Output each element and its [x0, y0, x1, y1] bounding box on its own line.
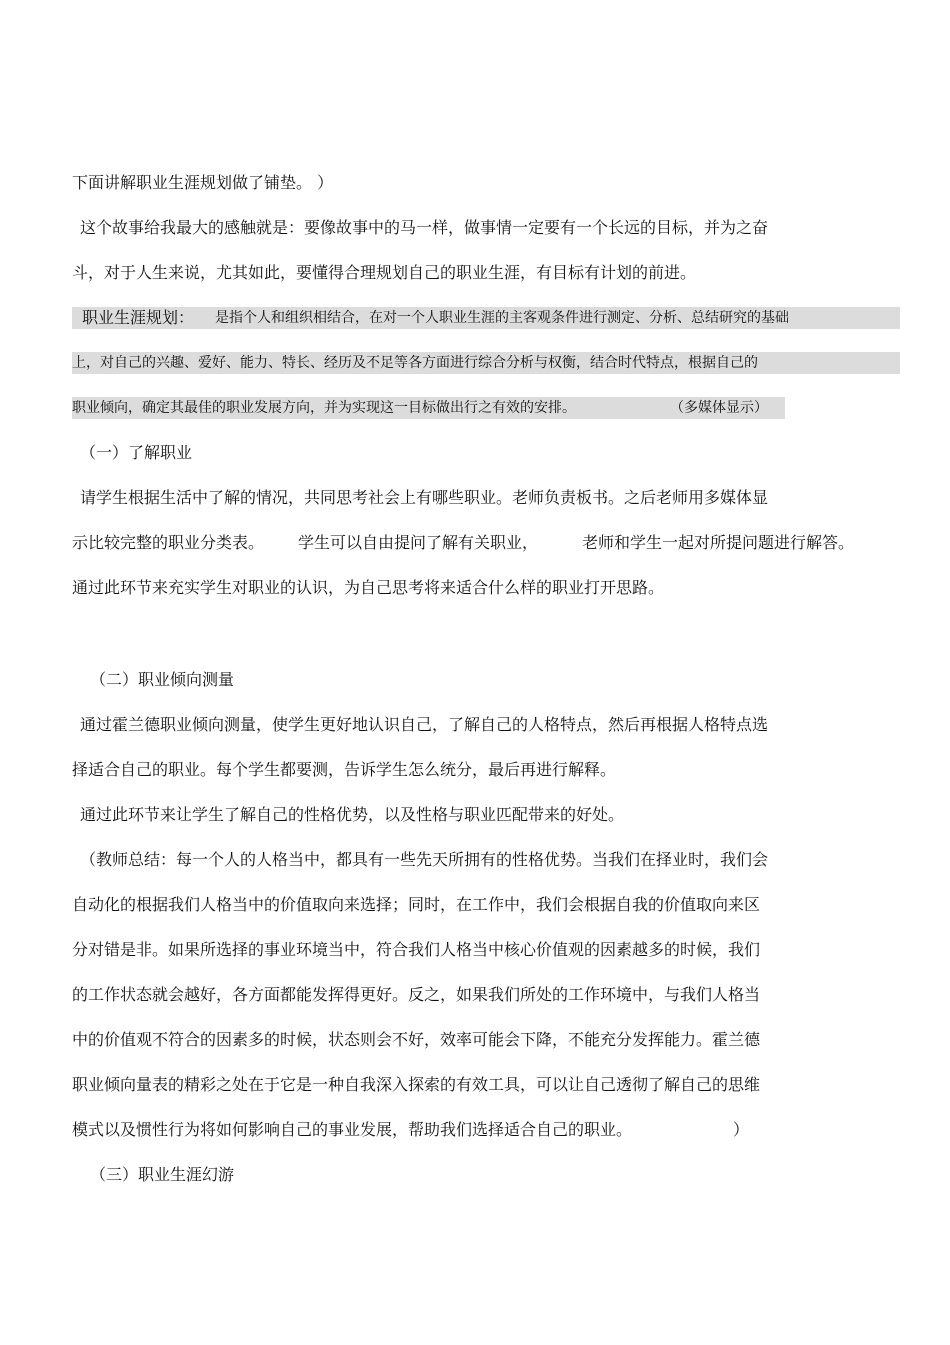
- definition-note: （多媒体显示）: [670, 400, 768, 416]
- section2-line-1: 通过霍兰德职业倾向测量，使学生更好地认识自己，了解自己的人格特点，然后再根据人格特点选: [80, 715, 769, 734]
- section3-heading: （三）职业生涯幻游: [90, 1165, 235, 1184]
- section1-line-1: 请学生根据生活中了解的情况，共同思考社会上有哪些职业。老师负责板书。之后老师用多媒体显: [80, 488, 769, 507]
- summary-line-2: 自动化的根据我们人格当中的价值取向来选择；同时，在工作中，我们会根据自我的价值取向来区: [72, 895, 761, 914]
- definition-line-3: 职业倾向，确定其最佳的职业发展方向，并为实现这一目标做出行之有效的安排。: [72, 400, 576, 416]
- section1-heading: （一）了解职业: [80, 443, 193, 462]
- definition-line-1: 是指个人和组织相结合，在对一个人职业生涯的主客观条件进行测定、分析、总结研究的基础: [215, 310, 789, 326]
- section1-line-2a: 示比较完整的职业分类表。: [72, 533, 265, 552]
- summary-close-paren: ）: [733, 1120, 750, 1139]
- story-line-1: 这个故事给我最大的感触就是：要像故事中的马一样，做事情一定要有一个长远的目标，并为之奋: [80, 218, 769, 237]
- section1-line-2c: 老师和学生一起对所提问题进行解答。: [582, 533, 855, 552]
- section1-line-3: 通过此环节来充实学生对职业的认识，为自己思考将来适合什么样的职业打开思路。: [72, 578, 665, 597]
- section2-heading: （二）职业倾向测量: [90, 670, 235, 689]
- summary-line-7: 模式以及惯性行为将如何影响自己的事业发展，帮助我们选择适合自己的职业。: [72, 1120, 633, 1139]
- summary-line-4: 的工作状态就会越好，各方面都能发挥得更好。反之，如果我们所处的工作环境中，与我们人格当: [72, 985, 761, 1004]
- definition-term: 职业生涯规划：: [82, 308, 195, 327]
- section2-line-2: 择适合自己的职业。每个学生都要测，告诉学生怎么统分，最后再进行解释。: [72, 760, 617, 779]
- section2-line-3: 通过此环节来让学生了解自己的性格优势，以及性格与职业匹配带来的好处。: [80, 805, 625, 824]
- story-line-2: 斗，对于人生来说，尤其如此，要懂得合理规划自己的职业生涯，有目标有计划的前进。: [72, 263, 697, 282]
- definition-line-2: 上，对自己的兴趣、爱好、能力、特长、经历及不足等各方面进行综合分析与权衡，结合时代特点，根据自己的: [72, 355, 758, 371]
- summary-line-5: 中的价值观不符合的因素多的时候，状态则会不好，效率可能会下降，不能充分发挥能力。霍兰德: [72, 1030, 761, 1049]
- intro-line: 下面讲解职业生涯规划做了铺垫。 ）: [72, 173, 334, 192]
- summary-line-1: （教师总结：每一个人的人格当中，都具有一些先天所拥有的性格优势。当我们在择业时，我们会: [80, 850, 769, 869]
- section1-line-2b: 学生可以自由提问了解有关职业，: [298, 533, 539, 552]
- summary-line-3: 分对错是非。如果所选择的事业环境当中，符合我们人格当中核心价值观的因素越多的时候，我们: [72, 940, 761, 959]
- summary-line-6: 职业倾向量表的精彩之处在于它是一种自我深入探索的有效工具，可以让自己透彻了解自己的思维: [72, 1075, 761, 1094]
